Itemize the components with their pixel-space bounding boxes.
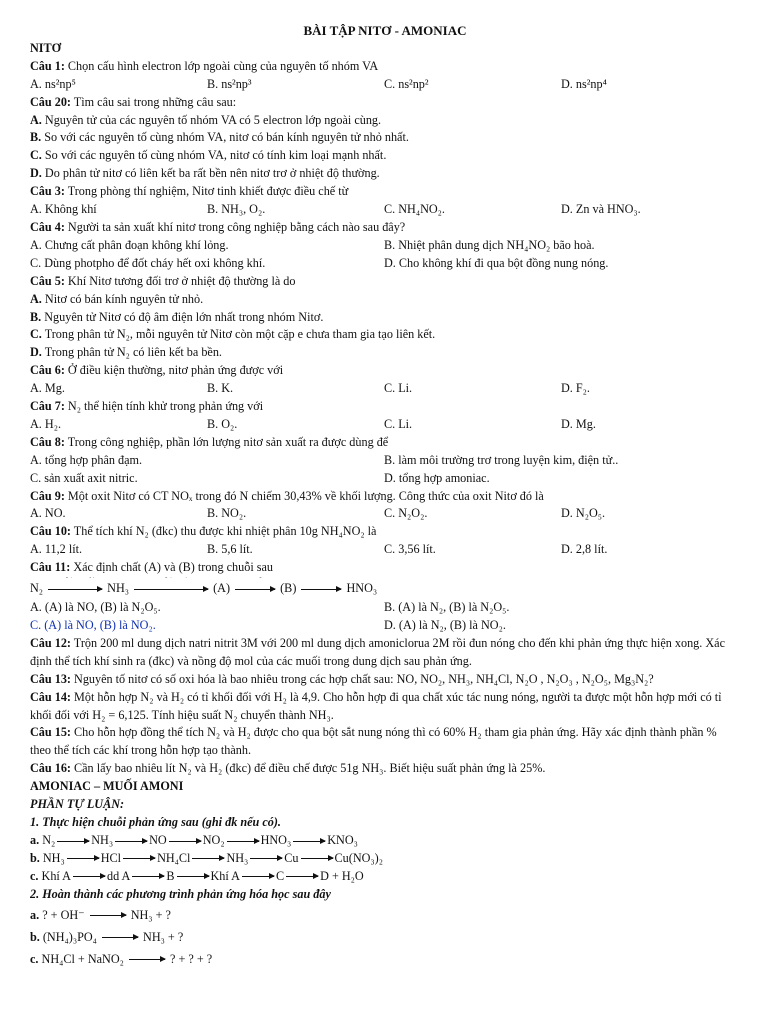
option-c: C. 3,56 lít.	[384, 542, 436, 557]
question-4-options-row1	[30, 237, 740, 255]
question-7	[30, 398, 740, 416]
arrow-icon	[102, 926, 138, 948]
question-label: Câu 14:	[30, 689, 71, 704]
option-text: Nguyên tử Nitơ có độ âm điện lớn nhất trong nhóm Nitơ.	[44, 309, 324, 324]
question-8	[30, 434, 740, 452]
option-c: C. Li.	[384, 416, 413, 431]
question-15	[30, 724, 740, 760]
option-b: B. làm môi trường trơ trong luyện kim, điện tử..	[384, 452, 619, 467]
chain-species: D + H₂O	[320, 868, 364, 883]
option-a: A. Chưng cất phân đoạn không khí lỏng.	[30, 237, 229, 252]
chain-species: C	[275, 868, 285, 883]
arrow-condition	[90, 904, 126, 905]
chain-species: N₂	[42, 832, 56, 847]
arrow-icon	[250, 850, 282, 868]
question-label: Câu 10:	[30, 524, 71, 539]
chain-species: HNO₃	[260, 832, 292, 847]
question-3-options	[30, 201, 740, 219]
chain-species: NH₃	[107, 581, 130, 596]
option-c: C. Trong phân tử N₂, mỗi nguyên tử Nitơ còn một cặp e chưa tham gia tạo liên kết.	[30, 327, 436, 342]
question-8-options-row2	[30, 470, 740, 488]
option-text: Trong phân tử N₂, mỗi nguyên tử Nitơ còn một cặp e chưa tham gia tạo liên kết.	[44, 327, 436, 342]
question-text: Một hỗn hợp N₂ và H₂ có tỉ khối đối với H₂ là 4,9. Cho hỗn hợp đi qua chất xúc tác nung nóng, người ta được một hỗn hợp mới có tỉ khối đối với H₂ = 6,125. Tính hiệu suất N₂ chuyển thành NH₃.	[30, 689, 722, 722]
question-label: Câu 6:	[30, 363, 65, 378]
option-d: D. ns²np⁴	[561, 76, 607, 91]
question-label: Câu 13:	[30, 671, 71, 686]
question-label: Câu 11:	[30, 560, 71, 575]
arrow-icon	[169, 832, 201, 850]
reaction-chain-a	[30, 832, 740, 850]
arrow-icon	[235, 577, 275, 599]
question-10	[30, 523, 740, 541]
option-text: So với các nguyên tố cùng nhóm VA, nitơ có bán kính nguyên tử nhỏ nhất.	[44, 130, 409, 145]
chain-species: NO₂	[202, 832, 225, 847]
option-c: C. (A) là NO, (B) là NO₂.	[30, 618, 156, 632]
equation-reactants: (NH₄)₃PO₄	[42, 929, 97, 944]
question-text: Xác định chất (A) và (B) trong chuỗi sau	[73, 560, 274, 575]
question-7-options	[30, 416, 740, 434]
option-a: A. H₂.	[30, 416, 61, 431]
equation-reactants: ? + OH⁻	[42, 907, 85, 922]
chain-species: Cu	[284, 850, 299, 865]
question-text: Tìm câu sai trong những câu sau:	[73, 94, 237, 109]
chain-species: HCl	[100, 850, 122, 865]
arrow-icon	[301, 850, 333, 868]
option-text: So với các nguyên tố cùng nhóm VA, nitơ có tính kim loại mạnh nhất.	[44, 148, 387, 163]
question-9-options	[30, 505, 740, 523]
chain-label: c.	[30, 868, 39, 883]
chain-label: b.	[30, 850, 40, 865]
chain-species: B	[166, 868, 175, 883]
equation-products: ? + ? + ?	[170, 951, 213, 966]
question-text: Ở điều kiện thường, nitơ phản ứng được với	[67, 363, 284, 378]
option-c: C. sản xuất axit nitric.	[30, 470, 138, 485]
option-a: A. (A) là NO, (B) là N₂O₅.	[30, 600, 161, 615]
chain-species: NH₃	[226, 850, 249, 865]
option-d: D. 2,8 lít.	[561, 542, 608, 557]
arrow-icon	[48, 577, 102, 599]
option-text: Do phân tử nitơ có liên kết ba rất bền nên nitơ trơ ở nhiệt độ thường.	[44, 166, 380, 181]
arrow-condition	[102, 926, 138, 927]
question-4	[30, 219, 740, 237]
question-text: Khí Nitơ tương đối trơ ở nhiệt độ thường là do	[67, 273, 296, 288]
reaction-chain-11	[30, 577, 740, 599]
option-a: A. tổng hợp phân đạm.	[30, 452, 143, 467]
question-text: Trong công nghiệp, phần lớn lượng nitơ sản xuất ra được dùng để	[67, 434, 389, 449]
question-1-options	[30, 76, 740, 94]
option-c: C. So với các nguyên tố cùng nhóm VA, nitơ có tính kim loại mạnh nhất.	[30, 148, 387, 163]
chain-species: NH₃	[91, 832, 114, 847]
equation-reactants: NH₄Cl + NaNO₂	[41, 951, 124, 966]
question-text: Trộn 200 ml dung dịch natri nitrit 3M với 200 ml dung dịch amoniclorua 2M rồi đun nóng cho đến khi phản ứng thực hiện xong. Xác định thể tích khí sinh ra (đkc) và nồng độ mol của các muối trong dung dịch sau phản ứng.	[30, 635, 725, 668]
option-b: B. (A) là N₂, (B) là N₂O₅.	[384, 600, 510, 615]
arrow-icon	[115, 832, 147, 850]
chain-species: (A)	[213, 581, 231, 596]
option-c: C. ns²np²	[384, 76, 429, 91]
chain-species: Cu(NO₃)₂	[334, 850, 383, 865]
option-d: D. F₂.	[561, 381, 590, 396]
question-text: Thể tích khí N₂ (đkc) thu được khi nhiệt phân 10g NH₄NO₂ là	[73, 524, 377, 539]
arrow-icon	[132, 868, 164, 886]
option-a: A. ns²np⁵	[30, 76, 76, 91]
option-a: A. NO.	[30, 506, 66, 521]
reaction-chain-b	[30, 850, 740, 868]
question-1	[30, 58, 740, 76]
question-label: Câu 3:	[30, 184, 65, 199]
question-16	[30, 760, 740, 778]
part-2-heading: 2. Hoàn thành các phương trình phản ứng hóa học sau đây	[30, 886, 331, 901]
question-6	[30, 362, 740, 380]
option-b: B. So với các nguyên tố cùng nhóm VA, nitơ có bán kính nguyên tử nhỏ nhất.	[30, 130, 409, 145]
option-c: C. N₂O₂.	[384, 506, 428, 521]
option-b: B. 5,6 lít.	[207, 542, 253, 557]
question-label: Câu 15:	[30, 725, 71, 740]
question-3	[30, 183, 740, 201]
chain-species: dd A	[106, 868, 131, 883]
question-11-options-row1	[30, 599, 740, 617]
option-c: C. Dùng photpho để đốt cháy hết oxi không khí.	[30, 255, 266, 270]
arrow-icon	[293, 832, 325, 850]
option-a: A. 11,2 lít.	[30, 542, 83, 557]
arrow-icon	[242, 868, 274, 886]
chain-species: NH₄Cl	[157, 850, 191, 865]
equation-b	[30, 926, 740, 948]
option-a: A. Không khí	[30, 202, 97, 217]
question-text: Chọn cấu hình electron lớp ngoài cùng của nguyên tố nhóm VA	[67, 58, 379, 73]
question-text: Nguyên tố nitơ có số oxi hóa là bao nhiêu trong các hợp chất sau: NO, NO₂, NH₃, NH₄Cl, N₂O , N₂O₃ , N₂O₅, Mg₃N₂?	[74, 671, 654, 686]
chain-species: KNO₃	[327, 832, 358, 847]
option-d: D. N₂O₅.	[561, 506, 606, 521]
arrow-icon	[134, 577, 208, 599]
question-label: Câu 20:	[30, 94, 71, 109]
section-heading-nito: NITƠ	[30, 40, 62, 55]
question-11-options-row2	[30, 617, 740, 635]
arrow-icon	[227, 832, 259, 850]
equation-label: b.	[30, 929, 40, 944]
option-d: D. Do phân tử nitơ có liên kết ba rất bền nên nitơ trơ ở nhiệt độ thường.	[30, 166, 380, 181]
question-text: Người ta sản xuất khí nitơ trong công nghiệp bằng cách nào sau đây?	[67, 219, 406, 234]
option-c: C. Li.	[384, 381, 413, 396]
option-d: D. Mg.	[561, 416, 596, 431]
option-a: A. Nguyên tử của các nguyên tố nhóm VA có 5 electron lớp ngoài cùng.	[30, 112, 382, 127]
option-d: D. Zn và HNO₃.	[561, 202, 641, 217]
equation-label: a.	[30, 907, 40, 922]
option-b: B. ns²np³	[207, 76, 252, 91]
question-text: N₂ thể hiện tính khử trong phản ứng với	[67, 399, 264, 414]
equation-label: c.	[30, 951, 39, 966]
option-d: D. Cho không khí đi qua bột đồng nung nóng.	[384, 255, 609, 270]
option-b: B. NH₃, O₂.	[207, 202, 266, 217]
section-heading-tu-luan: PHẦN TỰ LUẬN:	[30, 797, 125, 812]
option-text: Nitơ có bán kính nguyên tử nhỏ.	[44, 291, 204, 306]
chain-species: Khí A	[210, 868, 240, 883]
question-text: Cho hỗn hợp đồng thể tích N₂ và H₂ được cho qua bột sắt nung nóng thì có 60% H₂ tham gia phản ứng. Hãy xác định thành phần % theo thể tích các khí trong hỗn hợp tạo thành.	[30, 725, 717, 758]
arrow-condition	[48, 577, 102, 578]
arrow-icon	[123, 850, 155, 868]
reaction-chain-c	[30, 868, 740, 886]
option-b: B. K.	[207, 381, 234, 396]
question-label: Câu 16:	[30, 761, 71, 776]
chain-species: NH₃	[42, 850, 65, 865]
question-label: Câu 8:	[30, 434, 65, 449]
option-d: D. Trong phân tử N₂ có liên kết ba bền.	[30, 345, 222, 360]
equation-c	[30, 948, 740, 970]
question-20	[30, 94, 740, 112]
question-13	[30, 671, 740, 689]
question-11	[30, 559, 740, 577]
question-text: Một oxit Nitơ có CT NOₓ trong đó N chiếm 30,43% về khối lượng. Công thức của oxit Nitơ đó là	[67, 488, 544, 503]
chain-label: a.	[30, 832, 40, 847]
option-text: Nguyên tử của các nguyên tố nhóm VA có 5 electron lớp ngoài cùng.	[44, 112, 382, 127]
arrow-icon	[67, 850, 99, 868]
worksheet	[30, 22, 740, 970]
option-text: Trong phân tử N₂ có liên kết ba bền.	[44, 345, 222, 360]
equation-a	[30, 904, 740, 926]
question-label: Câu 9:	[30, 488, 65, 503]
arrow-condition	[134, 577, 208, 578]
question-5	[30, 273, 740, 291]
question-4-options-row2	[30, 255, 740, 273]
question-label: Câu 4:	[30, 219, 65, 234]
question-8-options-row1	[30, 452, 740, 470]
chain-species: HNO₃	[346, 581, 378, 596]
option-a: A. Nitơ có bán kính nguyên tử nhỏ.	[30, 291, 204, 306]
option-b: B. NO₂.	[207, 506, 247, 521]
question-10-options	[30, 541, 740, 559]
arrow-icon	[57, 832, 89, 850]
option-c: C. NH₄NO₂.	[384, 202, 445, 217]
option-b: B. Nguyên tử Nitơ có độ âm điện lớn nhất trong nhóm Nitơ.	[30, 309, 324, 324]
question-label: Câu 1:	[30, 58, 65, 73]
equation-products: NH₃ + ?	[130, 907, 171, 922]
question-text: Cần lấy bao nhiêu lít N₂ và H₂ (đkc) để điều chế được 51g NH₃. Biết hiệu suất phản ứng là 25%.	[74, 761, 546, 776]
question-label: Câu 7:	[30, 399, 65, 414]
question-6-options	[30, 380, 740, 398]
page-title: BÀI TẬP NITƠ - AMONIAC	[303, 23, 467, 38]
arrow-condition	[235, 577, 275, 578]
option-b: B. O₂.	[207, 416, 238, 431]
chain-species: N₂	[30, 581, 44, 596]
question-text: Trong phòng thí nghiệm, Nitơ tinh khiết được điều chế từ	[67, 184, 349, 199]
arrow-icon	[129, 948, 165, 970]
question-12	[30, 635, 740, 671]
option-d: D. tổng hợp amoniac.	[384, 470, 490, 485]
chain-species: (B)	[280, 581, 297, 596]
chain-species: Khí A	[41, 868, 71, 883]
option-b: B. Nhiệt phân dung dịch NH₄NO₂ bão hoà.	[384, 237, 595, 252]
equation-products: NH₃ + ?	[143, 929, 184, 944]
section-heading-amoniac: AMONIAC – MUỐI AMONI	[30, 779, 184, 794]
chain-species: NO	[149, 832, 167, 847]
arrow-icon	[73, 868, 105, 886]
question-9	[30, 488, 740, 506]
arrow-icon	[286, 868, 318, 886]
option-d: D. (A) là N₂, (B) là NO₂.	[384, 618, 506, 632]
question-14	[30, 689, 740, 725]
arrow-condition	[129, 948, 165, 949]
arrow-icon	[192, 850, 224, 868]
option-a: A. Mg.	[30, 381, 65, 396]
question-label: Câu 12:	[30, 635, 71, 650]
arrow-icon	[90, 904, 126, 926]
question-label: Câu 5:	[30, 273, 65, 288]
arrow-icon	[301, 577, 341, 599]
arrow-icon	[177, 868, 209, 886]
part-1-heading: 1. Thực hiện chuỗi phản ứng sau (ghi đk nếu có).	[30, 814, 281, 829]
